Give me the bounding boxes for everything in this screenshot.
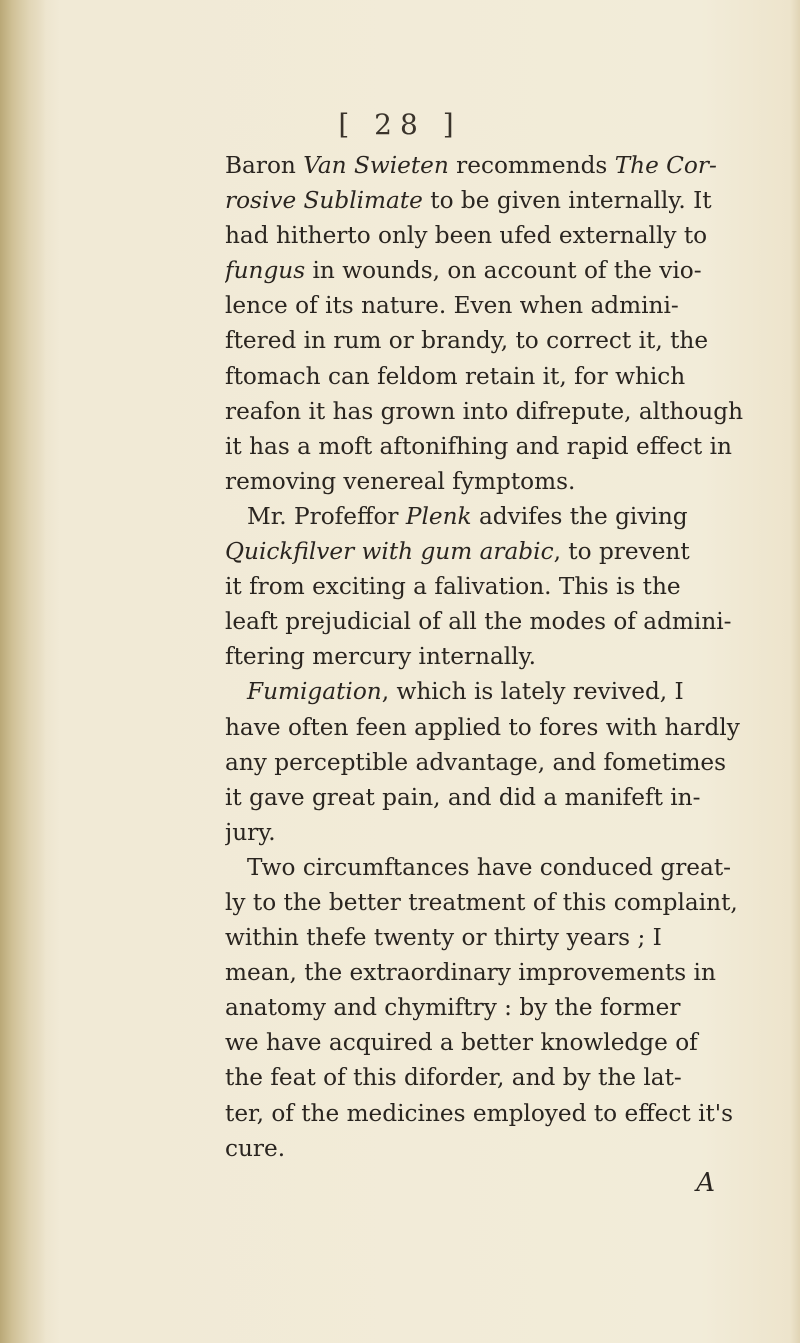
text-line: [225, 499, 780, 534]
roman-text: advifes the giving: [471, 502, 688, 530]
roman-text: ftomach can feldom retain it, for which: [225, 362, 686, 390]
text-line: [225, 639, 780, 674]
text-line: [225, 1025, 780, 1060]
roman-text: lence of its nature. Even when admini-: [225, 292, 679, 320]
roman-text: it from exciting a falivation. This is the: [225, 573, 681, 601]
text-line: [225, 850, 780, 885]
roman-text: Two circumftances have conduced great-: [247, 853, 732, 881]
text-line: [225, 780, 780, 815]
italic-text: Van Swieten: [303, 152, 449, 179]
text-line: [225, 604, 780, 639]
roman-text: reafon it has grown into difrepute, although: [225, 397, 744, 425]
text-line: [225, 534, 780, 569]
roman-text: anatomy and chymiftry : by the former: [225, 994, 681, 1022]
page-gutter: [0, 0, 46, 1343]
roman-text: have often feen applied to fores with hardly: [225, 713, 740, 741]
roman-text: had hitherto only been ufed externally to: [225, 222, 708, 250]
text-line: [225, 815, 780, 850]
text-line: [225, 253, 780, 288]
text-line: [225, 218, 780, 253]
roman-text: the feat of this diforder, and by the lat-: [225, 1064, 682, 1092]
roman-text: within thefe twenty or thirty years ; I: [225, 924, 662, 952]
text-line: [225, 569, 780, 604]
italic-text: rosive Sublimate: [225, 187, 423, 215]
roman-text: ter, of the medicines employed to effect it's: [225, 1099, 734, 1127]
text-line: [225, 359, 780, 394]
roman-text: jury.: [225, 818, 276, 846]
roman-text: recommends: [448, 152, 615, 179]
text-line: [225, 990, 780, 1025]
text-line: [225, 710, 780, 745]
catchword: A: [696, 1167, 715, 1198]
roman-text: Mr. Profeffor: [247, 502, 406, 530]
text-line: [225, 1131, 780, 1166]
roman-text: ftering mercury internally.: [225, 643, 536, 671]
text-line: [225, 429, 780, 464]
text-line: [225, 920, 780, 955]
body-text: [225, 148, 780, 1201]
text-line: [225, 323, 780, 358]
roman-text: ly to the better treatment of this complaint,: [225, 888, 738, 916]
page-number-header: [ 28 ]: [338, 108, 462, 141]
roman-text: ftered in rum or brandy, to correct it, the: [225, 327, 709, 355]
italic-text: Plenk: [405, 502, 472, 530]
text-line: [225, 288, 780, 323]
roman-text: mean, the extraordinary improvements in: [225, 959, 716, 987]
roman-text: it has a moft aftonifhing and rapid effect in: [225, 432, 732, 460]
text-line: [225, 745, 780, 780]
roman-text: Baron: [225, 152, 304, 179]
text-line: [225, 464, 780, 499]
roman-text: it gave great pain, and did a manifeft in-: [225, 783, 701, 811]
roman-text: to be given internally. It: [422, 187, 712, 215]
italic-text: The Cor-: [614, 152, 717, 179]
roman-text: we have acquired a better knowledge of: [225, 1029, 698, 1057]
text-line: [225, 1096, 780, 1131]
text-line: [225, 955, 780, 990]
text-line: [225, 394, 780, 429]
roman-text: any perceptible advantage, and fometimes: [225, 748, 727, 776]
text-line: [225, 148, 780, 183]
roman-text: leaft prejudicial of all the modes of admini-: [225, 608, 732, 636]
roman-text: , to prevent: [553, 538, 690, 566]
italic-text: fungus: [225, 257, 306, 285]
roman-text: in wounds, on account of the vio-: [305, 257, 702, 285]
italic-text: Quickfilver with gum arabic: [225, 538, 554, 566]
text-line: [225, 1060, 780, 1095]
text-line: [225, 674, 780, 709]
roman-text: removing venereal fymptoms.: [225, 467, 576, 495]
italic-text: Fumigation: [247, 678, 382, 706]
text-line: [225, 885, 780, 920]
roman-text: cure.: [225, 1134, 286, 1162]
roman-text: , which is lately revived, I: [381, 678, 684, 706]
text-line: [225, 183, 780, 218]
